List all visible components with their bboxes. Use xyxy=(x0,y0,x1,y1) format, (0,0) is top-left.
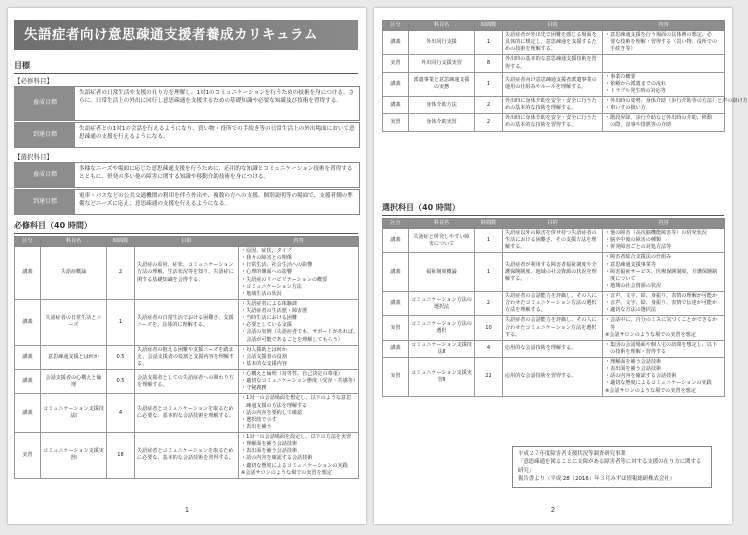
subject-cell: 失語症と併発しやすい障害について xyxy=(409,229,475,253)
purpose-cell: 失語症者の会話能力を評価し、その人に合わせたコミュニケーション方法を選択する。 xyxy=(503,316,603,340)
table-row xyxy=(383,340,725,357)
content-line: ・依頼から派遣までの流れ xyxy=(605,80,667,87)
table-row xyxy=(383,229,725,253)
elective-attainment-goal xyxy=(14,189,360,215)
content-line: ・コミュニケーション方法 xyxy=(241,283,302,290)
table-row xyxy=(383,292,725,316)
content-line: ・外出時の姿勢、身体介助（歩行介助等の方法）と声の掛け方 xyxy=(605,98,748,104)
subject-cell: 失語症概論 xyxy=(41,247,107,300)
subject-cell: コミュニケーション支援実習Ⅰ xyxy=(41,433,107,479)
subject-cell: 福祉制度概論 xyxy=(409,253,475,292)
content-cell xyxy=(239,299,359,345)
category-cell: 実習 xyxy=(383,55,409,72)
category-cell: 講義 xyxy=(15,247,41,300)
content-line: ・守秘義務 xyxy=(241,385,267,392)
content-cell xyxy=(603,253,725,292)
goal-text: 電車・バスなどの公共交通機関の利用を伴う外出や、複数の方への支援、個別説明等の場面で、支援者側の準備などニーズに応え、意思疎通の支援を行えるようになる。 xyxy=(79,193,353,208)
purpose-cell: 失語症以外の障害を併せ持つ失語症者の生活における困難さ、その支援方法を理解する。 xyxy=(503,229,603,253)
subject-cell: コミュニケーション支援技法Ⅰ xyxy=(41,394,107,433)
category-cell: 講義 xyxy=(15,370,41,394)
goal-label: 到達目標 xyxy=(15,123,75,147)
content-line: ・表出を補う xyxy=(241,423,272,430)
table-row xyxy=(15,370,359,394)
note-line: 平成２７年度障害者支援状況等調査研究事業 xyxy=(518,451,626,457)
content-cell xyxy=(603,114,725,131)
content-line: 疎通支援の方法を理解する xyxy=(241,402,308,409)
category-cell: 講義 xyxy=(383,229,409,253)
content-line: ・音声、文字、絵、身振り、表情の理解が可能か xyxy=(605,293,718,299)
page-number: 2 xyxy=(550,506,556,514)
header-subject: 科目名 xyxy=(409,21,475,31)
purpose-cell: 失語症者の会話能力を評価し、その人に合わせたコミュニケーション方法の選択方法を理解する。 xyxy=(503,292,603,316)
category-cell: 講義 xyxy=(383,292,409,316)
required-subjects-table-continued xyxy=(382,20,748,132)
required-subjects-table xyxy=(14,236,359,479)
subject-cell: 失語症者の日常生活とニーズ xyxy=(41,299,107,345)
hours-cell: 2 xyxy=(475,114,503,131)
hours-cell: 2 xyxy=(475,292,503,316)
content-cell xyxy=(603,340,725,357)
content-line: ・表出面を補う会話技術 xyxy=(241,448,298,455)
hours-cell: 8 xyxy=(475,55,503,72)
content-line: ・当時生活における困難 xyxy=(241,315,298,322)
content-line: ・対人援助とは何か xyxy=(241,346,287,353)
note-line: 報告書より（平成 28（2016）年３月みずほ情報総研株式会社） xyxy=(518,476,676,483)
content-cell xyxy=(239,370,359,394)
goal-label: 到達目標 xyxy=(15,190,75,214)
purpose-cell: 失語症者の抱える困難や支援ニーズを踏まえ、会話支援者の役割と支援内容を理解する。 xyxy=(135,345,239,369)
content-line: ・必要としている支援 xyxy=(241,322,292,329)
header-category: 区分 xyxy=(383,21,409,31)
header-purpose: 目的 xyxy=(135,237,239,247)
purpose-cell: 失語症者とコミュニケーションを取るために必要な、基本的な会話技術を理解する。 xyxy=(135,394,239,433)
purpose-cell: 外出時に身体介助を安全・安全に行うための基本的な技術を理解する。 xyxy=(503,97,603,114)
purpose-cell: 外出時に身体介助を安全・安全に行うための基本的な技術を習得する。 xyxy=(503,114,603,131)
content-cell xyxy=(603,229,725,253)
purpose-cell: 失語症者の日常生活でおける困難さ、支援ニーズを、具体的に理解する。 xyxy=(135,299,239,345)
goal-text: 多様なニーズや場面に応じた意思疎通支援を行うために、応用的な知識とコミュニケーション技術を習得するとともに、併発の多い他の障害に関する知識や移動介助技術を身につける。 xyxy=(79,166,353,181)
header-category: 区分 xyxy=(15,237,41,247)
content-line: 要な技術を理解・習得する（買い物、役所での xyxy=(605,39,718,46)
required-attainment-goal xyxy=(14,122,360,148)
hours-cell: 1 xyxy=(475,253,503,292)
content-line: ・日常生活、社会生活への影響 xyxy=(241,262,313,269)
table-row xyxy=(383,114,725,131)
table-row xyxy=(383,358,725,397)
content-line: ※会話サロンのような場での実習を想定 xyxy=(241,469,332,476)
table-row xyxy=(383,253,725,292)
content-line: ※会話サロンのような場での実習を想定 xyxy=(605,331,696,338)
page-1 xyxy=(8,8,366,524)
subject-cell: 意思疎通支援とは何か xyxy=(41,345,107,369)
category-cell: 講義 xyxy=(15,394,41,433)
content-line: ・適切な方法の選択法 xyxy=(605,307,656,314)
header-subject: 科目名 xyxy=(41,237,107,247)
note-line: 「意思疎通を図ることに支障がある障害者等に対する支援の在り方に関する研究」 xyxy=(518,459,702,474)
content-cell xyxy=(603,72,725,96)
table-row xyxy=(383,55,725,72)
category-cell: 実習 xyxy=(383,114,409,131)
goal-text: 失語症者の日常生活や支援の在り方を理解し、1対1のコミュニケーションを行うための技術を身につける。さらに、日常生活上の外出に同行し意思疎通を支援するための基礎知識や必要な知識及び技術を習得する。 xyxy=(79,90,355,105)
goal-text: 失語症者との1対1の会話を行えるようになり、買い物・役所での手続き等の日常生活上の外出場面において意思疎通の支援を行えるようになる。 xyxy=(79,126,355,141)
category-cell: 講義 xyxy=(383,340,409,357)
hours-cell: 22 xyxy=(475,358,503,397)
goal-label: 養成目標 xyxy=(15,87,75,120)
content-line: ・基本的な支援内容 xyxy=(241,360,287,367)
category-cell: 講義 xyxy=(383,253,409,292)
hours-cell: 2 xyxy=(475,97,503,114)
purpose-cell: 会話支援者としての失語症者への関わり方を理解する。 xyxy=(135,370,239,394)
category-cell: 実習 xyxy=(15,433,41,479)
content-line: ・選択肢で示す xyxy=(241,416,277,423)
category-cell: 講義 xyxy=(15,299,41,345)
header-content: 内容 xyxy=(239,237,359,247)
hours-cell: 1 xyxy=(475,229,503,253)
header-content: 内容 xyxy=(603,219,725,229)
header-hours: 時間数 xyxy=(107,237,135,247)
required-subjects-heading: 必修科目（40 時間） xyxy=(14,220,358,234)
content-line: の技術を理解・習得する xyxy=(605,348,667,355)
content-line: ・1対一の会話場面を想定し、以下のような意思 xyxy=(241,395,352,402)
hours-cell: 1 xyxy=(475,72,503,96)
table-row xyxy=(383,72,725,96)
content-line: ・心理的側面への影響 xyxy=(241,269,292,276)
table-row xyxy=(383,316,725,340)
content-cell xyxy=(603,97,748,114)
header-hours: 時間数 xyxy=(475,21,503,31)
content-line: ・音声、文字、絵、身振り、表情で伝達が可能か xyxy=(605,300,718,307)
header-purpose: 目的 xyxy=(503,219,603,229)
content-line: ・失語症のリハビリテーションの概要 xyxy=(241,276,328,283)
hours-cell: 1 xyxy=(475,31,503,55)
purpose-cell: 失語症者向け意思疎通支援者派遣事業の運用の仕組みやルールを理解する。 xyxy=(503,72,603,96)
content-line: ・失語症者の生活歴・障害歴 xyxy=(241,308,308,314)
subject-cell: コミュニケーション方法の選択法 xyxy=(409,292,475,316)
subject-cell: 外出同行支援 xyxy=(409,31,475,55)
hours-cell: 2 xyxy=(107,247,135,300)
purpose-cell: 失語症者が利用する障害者福祉制度や介護保険制度、地域の社会資源の状況を理解する。 xyxy=(503,253,603,292)
content-cell xyxy=(239,345,359,369)
category-cell: 講義 xyxy=(383,97,409,114)
content-cell xyxy=(239,394,359,433)
page-title: 失語症者向け意思疎通支援者養成カリキュラム xyxy=(14,20,358,50)
required-label: 【必修科目】 xyxy=(14,77,53,85)
content-line: 手続き等） xyxy=(605,46,636,53)
content-line: ・話の内容を確認する会話技術 xyxy=(241,455,313,462)
content-cell xyxy=(603,316,725,340)
content-line: ・会話中に、自分のミスに気づくことができるか xyxy=(605,317,718,324)
content-line: ・心構えと倫理（対等性、自己決定の尊重） xyxy=(241,371,343,377)
content-line: 会話が可能であることを理解してもらう） xyxy=(241,336,343,343)
subject-cell: コミュニケーション支援実習Ⅱ xyxy=(409,358,475,397)
content-line: ・我々の障害との関係 xyxy=(241,255,292,262)
content-line: ・車いすの扱い方 xyxy=(605,105,646,112)
goal-heading: 目標 xyxy=(14,60,358,74)
content-line: ・適切な態度によるコミュニケーションの実践 xyxy=(605,380,712,387)
elective-training-goal xyxy=(14,162,360,188)
elective-subjects-heading: 選択科目（40 時間） xyxy=(382,202,724,216)
hours-cell: 4 xyxy=(107,394,135,433)
header-category: 区分 xyxy=(383,219,409,229)
hours-cell: 18 xyxy=(107,433,135,479)
content-line: ・1対一の会話場面を設定し、以下の方法を実習 xyxy=(241,434,352,440)
purpose-cell: 失語症者が外出先で困難を感じる場面を具体的に想定し、意思疎通を支援するための技術を理解する。 xyxy=(503,31,603,55)
page-2 xyxy=(374,8,748,524)
table-header-row xyxy=(15,237,359,247)
required-training-goal xyxy=(14,86,360,121)
content-line: ※会話サロンのような場での実習を想定 xyxy=(605,387,696,394)
header-hours: 時間数 xyxy=(475,219,503,229)
subject-cell: 身体介助方法 xyxy=(409,97,475,114)
content-line: ・理解面を補う会話技術 xyxy=(605,359,662,365)
content-cell xyxy=(239,433,359,479)
content-line: ・障害福祉サービス、医療保険制度、介護保険制 xyxy=(605,268,718,275)
subject-cell: 身体介助実習 xyxy=(409,114,475,131)
header-content: 内容 xyxy=(603,21,725,31)
purpose-cell: 失語症の原因、症状、コミュニケーション方法の理解、生活状況等を知り、失語症に関する基礎知識を会得する。 xyxy=(135,247,239,300)
content-line: ・階段昇降、歩行介助など外出時の介助、移動 xyxy=(605,115,712,122)
content-line: ・集団の会話場面や個人宅の訪問を想定し、以下 xyxy=(605,341,718,348)
content-line: ・意思疎通支援事業等 xyxy=(605,261,656,268)
table-row xyxy=(383,97,725,114)
content-line: ・適切なコミュニケーション態度（受容・共感等） xyxy=(241,378,358,385)
content-line: ・地域生活の状況 xyxy=(241,290,282,297)
content-line: ・会話の実例（失語症者でも、サポートがあれば、 xyxy=(241,329,359,336)
purpose-cell: 応用的な会話技術を理解する。 xyxy=(503,340,603,357)
table-row xyxy=(383,31,725,55)
purpose-cell: 失語症者とコミュニケーションを取るために必要な、基本的な会話技術を習得する。 xyxy=(135,433,239,479)
hours-cell: 1 xyxy=(107,299,135,345)
content-line: ・表出面を補う会話技術 xyxy=(605,366,662,373)
table-header-row xyxy=(383,21,725,31)
table-header-row xyxy=(383,219,725,229)
content-line: ・地域の社会資源の状況 xyxy=(605,282,662,289)
content-line: ・トラブル発生時の対応等 xyxy=(605,87,666,94)
category-cell: 講義 xyxy=(383,72,409,96)
content-cell xyxy=(603,292,725,316)
table-row xyxy=(15,433,359,479)
category-cell: 実習 xyxy=(383,358,409,397)
page-number: 1 xyxy=(184,506,190,514)
content-cell xyxy=(239,247,359,300)
content-line: ・話の内容を確認する会話技術 xyxy=(605,373,677,380)
content-line: ・失語症者による体験談 xyxy=(241,300,298,307)
header-purpose: 目的 xyxy=(503,21,603,31)
content-cell xyxy=(603,31,725,55)
content-line: ・会話支援者の役割 xyxy=(241,353,287,360)
purpose-cell: 応用的な会話技術を習得する。 xyxy=(503,358,603,397)
content-line: の際、食事や排泄等の介助 xyxy=(605,122,672,129)
elective-subjects-table xyxy=(382,218,725,397)
content-line: ・併発障害ごとの対処方法等 xyxy=(605,244,672,251)
table-row xyxy=(15,394,359,433)
content-line: 等 xyxy=(605,324,616,331)
content-line: ・原因、症状、タイプ xyxy=(241,248,292,254)
content-line: ・障害者総合支援法の仕組み xyxy=(605,254,672,261)
content-cell xyxy=(603,358,725,397)
purpose-cell: 外出時の基本的な意思疎通支援技術を習得する。 xyxy=(503,55,603,72)
category-cell: 講義 xyxy=(383,31,409,55)
content-line: ・事業の概要 xyxy=(605,73,636,80)
subject-cell: 派遣事業と意思疎通支援の実務 xyxy=(409,72,475,96)
header-subject: 科目名 xyxy=(409,219,475,229)
hours-cell: 0.5 xyxy=(107,370,135,394)
table-row xyxy=(15,247,359,300)
content-line: ・脳卒中後の障害の種類 xyxy=(605,237,662,244)
goal-label: 養成目標 xyxy=(15,163,75,187)
content-line: 度について xyxy=(605,275,636,282)
content-line: ・理解面を補う会話技術 xyxy=(241,441,298,448)
subject-cell: 会話支援者の心構えと倫理 xyxy=(41,370,107,394)
hours-cell: 0.5 xyxy=(107,345,135,369)
content-line: ・意思疎通支援を行う場面の具体例の想定、必 xyxy=(605,32,712,38)
hours-cell: 4 xyxy=(475,340,503,357)
content-line: ・適切な態度によるコミュニケーションの実践 xyxy=(241,462,348,469)
subject-cell: コミュニケーション方法の選択 xyxy=(409,316,475,340)
subject-cell: 外出同行支援実習 xyxy=(409,55,475,72)
content-line: ・話の内容を要約して確認 xyxy=(241,409,303,416)
category-cell: 実習 xyxy=(383,316,409,340)
table-row xyxy=(15,345,359,369)
elective-label: 【選択科目】 xyxy=(14,153,53,161)
content-line: ・他の障害（高次脳機能障害等）の併発状況 xyxy=(605,230,707,236)
content-cell xyxy=(603,55,725,72)
subject-cell: コミュニケーション支援技法Ⅱ xyxy=(409,340,475,357)
hours-cell: 10 xyxy=(475,316,503,340)
table-row xyxy=(15,299,359,345)
category-cell: 講義 xyxy=(15,345,41,369)
source-note xyxy=(512,446,712,488)
